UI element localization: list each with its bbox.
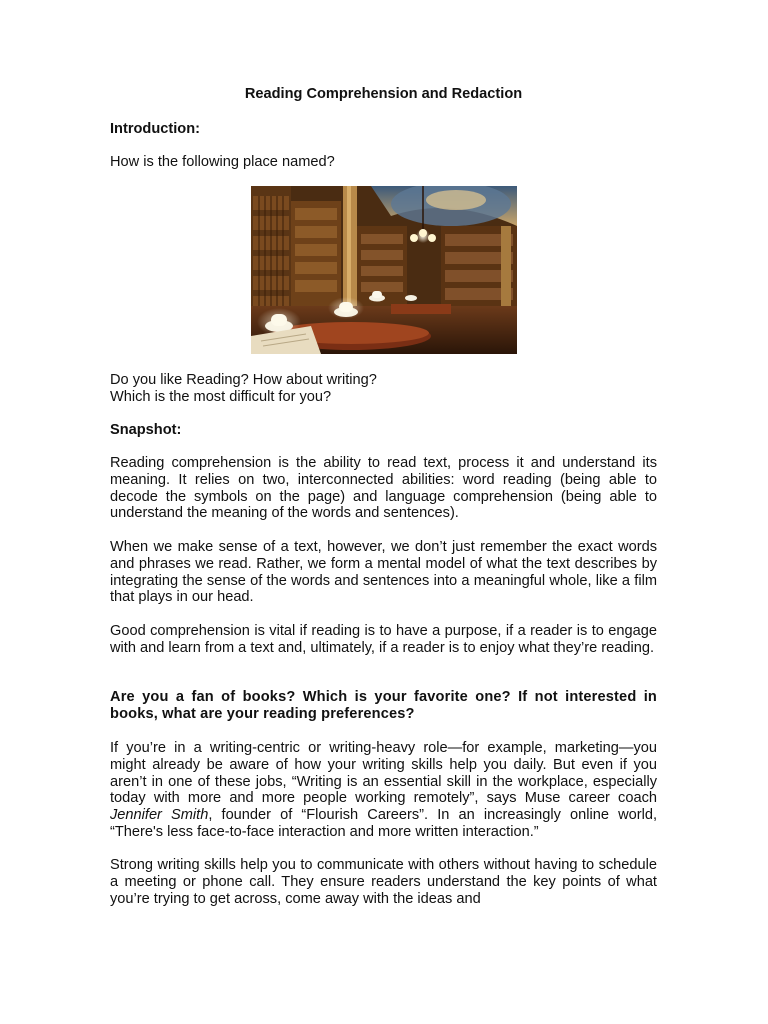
paragraph-good-comprehension: Good comprehension is vital if reading is to have a purpose, if a reader is to engage with and learn from a text and, ultimately, if a reader is to enjoy what they’re reading. — [110, 623, 657, 656]
reading-question-line: Which is the most difficult for you? — [110, 388, 332, 405]
paragraph-reading-comprehension: Reading comprehension is the ability to read text, process it and understand its meaning. It relies on two, interconnected abilities: word reading (being able to decode the symbols on the page) and language comprehension (being able to understand the meaning of the words and sentences). — [110, 455, 657, 522]
paragraph-writing-skills — [110, 740, 657, 841]
snapshot-heading: Snapshot: — [110, 422, 182, 438]
reading-questions — [110, 372, 657, 406]
writing-skills-text-start: If you’re in a writing-centric or writing-heavy role—for example, marketing—you might already be aware of how your writing skills help you daily. But even if you aren’t in one of these jobs, “Writing is an essential skill in the workplace, especially today with more and more people working remotely”, says Muse career coach — [110, 740, 657, 807]
reading-question-line: Do you like Reading? How about writing? — [110, 372, 377, 388]
paragraph-mental-model: When we make sense of a text, however, we don’t just remember the exact words and phrases we read. Rather, we form a mental model of what the text describes by integrating the sense of the words and sentences into a meaningful whole, like a film that plays in our head. — [110, 539, 657, 606]
document-page — [110, 0, 657, 1024]
paragraph-strong-writing: Strong writing skills help you to communicate with others without having to schedule a meeting or phone call. They ensure readers understand the key points of what you’re trying to get across, come away with the ideas and — [110, 857, 657, 907]
intro-question: How is the following place named? — [110, 154, 335, 170]
writing-skills-text-end: , founder of “Flourish Careers”. In an increasingly online world, “There's less face-to-face interaction and more written interaction.” — [110, 807, 658, 840]
coach-name: Jennifer Smith — [110, 807, 209, 824]
introduction-heading: Introduction: — [110, 121, 200, 137]
books-question: Are you a fan of books? Which is your favorite one? If not interested in books, what are your reading preferences? — [110, 689, 657, 722]
library-photo — [251, 186, 517, 354]
document-title: Reading Comprehension and Redaction — [244, 86, 523, 102]
